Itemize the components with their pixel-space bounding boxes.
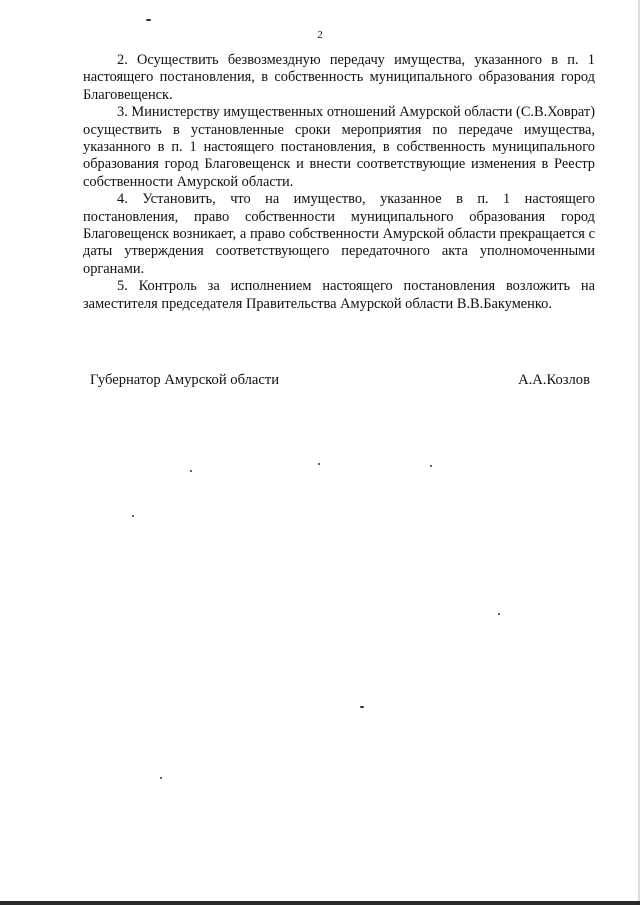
paragraph-item-2: 2. Осуществить безвозмездную передачу имущества, указанного в п. 1 настоящего постановления, в собственность муниципального образования город Благовещенск.: [83, 52, 595, 103]
paragraph-item-4: 4. Установить, что на имущество, указанное в п. 1 настоящего постановления, право собственности муниципального образования город Благовещенск возникает, а право собственности Амурской области прекращается с даты утверждения соответствующего передаточного акта уполномоченными органами.: [83, 191, 595, 277]
paragraph-item-3: 3. Министерству имущественных отношений Амурской области (С.В.Ховрат) осуществить в установленные сроки мероприятия по передаче имущества, указанного в п. 1 настоящего постановления, в собственность муниципального образования город Благовещенск и внести соответствующие изменения в Реестр собственности Амурской области.: [83, 104, 595, 190]
page-number: 2: [317, 29, 323, 41]
scan-edge-bottom: [0, 901, 640, 905]
scan-speck: [360, 706, 364, 708]
signatory-position: Губернатор Амурской области: [90, 372, 280, 388]
paragraph-item-5: 5. Контроль за исполнением настоящего постановления возложить на заместителя председателя Правительства Амурской области В.В.Бакуменко.: [83, 278, 595, 312]
signatory-name: А.А.Козлов: [518, 372, 590, 388]
scan-speck: [430, 465, 432, 467]
document-body: [83, 52, 595, 313]
scan-speck: [498, 613, 500, 615]
signature-block: [90, 372, 590, 389]
scan-speck: [318, 463, 320, 465]
scan-speck: [190, 470, 192, 472]
scan-speck: [132, 515, 134, 517]
scan-speck: [160, 777, 162, 779]
scan-speck: [146, 19, 151, 21]
